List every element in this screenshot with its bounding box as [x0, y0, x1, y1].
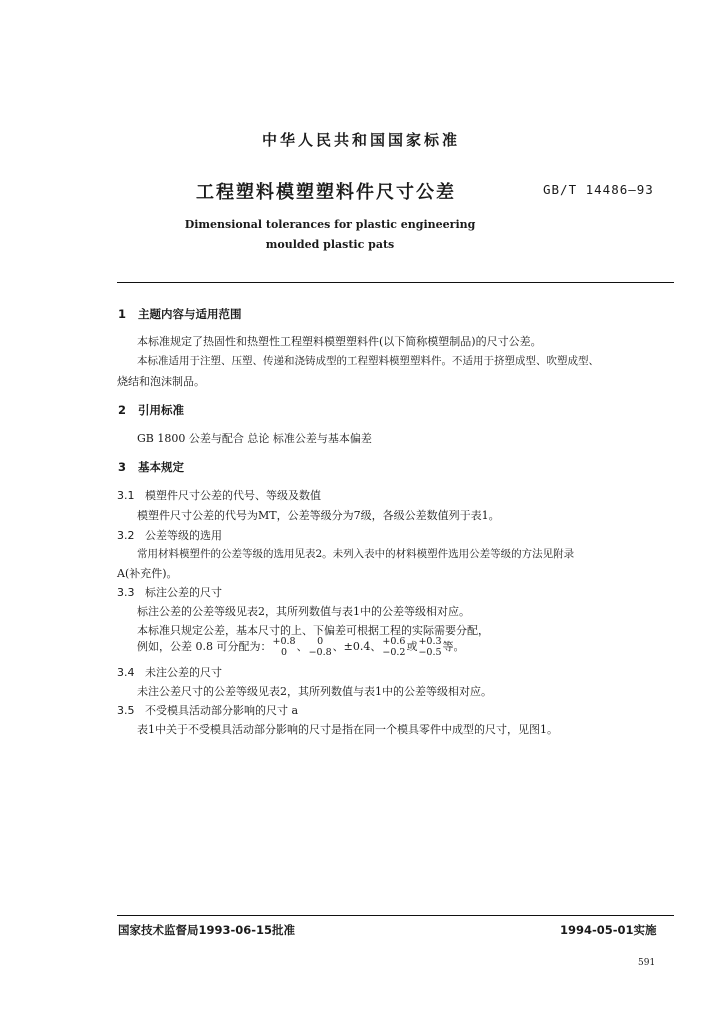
section-number: 3 — [118, 460, 127, 474]
subsection-3-1-heading — [117, 487, 321, 503]
subsection-title: 标注公差的尺寸 — [145, 586, 222, 599]
national-standard-heading: 中华人民共和国国家标准 — [261, 131, 460, 149]
english-title-line2: moulded plastic pats — [265, 238, 395, 251]
upper-deviation: 0 — [317, 636, 324, 647]
effective-date: 1994-05-01实施 — [560, 923, 657, 937]
subsection-title: 不受模具活动部分影响的尺寸 a — [145, 704, 299, 717]
subsection-3-3-heading — [117, 584, 222, 600]
subsection-number: 3.5 — [117, 704, 135, 717]
upper-deviation: +0.6 — [382, 636, 406, 647]
subsection-number: 3.4 — [117, 666, 135, 679]
deviation-fraction — [418, 636, 441, 658]
approval-note: 国家技术监督局1993-06-15批准 — [118, 923, 296, 937]
lower-deviation: 0 — [281, 647, 288, 658]
subsection-number: 3.1 — [117, 489, 135, 502]
page-number: 591 — [638, 958, 656, 968]
english-title-line1: Dimensional tolerances for plastic engineering — [184, 218, 476, 231]
upper-deviation: +0.3 — [418, 636, 442, 647]
section-number: 2 — [118, 403, 127, 417]
paragraph: 模塑件尺寸公差的代号为MT，公差等级分为7级，各级公差数值列于表1。 — [137, 509, 500, 522]
upper-deviation: +0.8 — [272, 636, 296, 647]
paragraph-continuation: A(补充件)。 — [117, 567, 178, 580]
referenced-standard: GB 1800 公差与配合 总论 标准公差与基本偏差 — [137, 432, 372, 445]
section-2-heading — [118, 402, 184, 418]
header-divider — [117, 282, 674, 283]
tolerance-allocation-example: 例如，公差 0.8 可分配为： +0.8 0 、 0 −0.8 、±0.4、 +0.6 −0.2 或 +0.3 −0.5 等。 — [137, 636, 465, 658]
paragraph: 本标准适用于注塑、压塑、传递和浇铸成型的工程塑料模塑塑料件。不适用于挤塑成型、吹塑成型、 — [137, 355, 599, 367]
paragraph: 表1中关于不受模具活动部分影响的尺寸是指在同一个模具零件中成型的尺寸，见图1。 — [137, 723, 558, 736]
subsection-3-5-heading — [117, 702, 298, 718]
paragraph: 未注公差尺寸的公差等级见表2，其所列数值与表1中的公差等级相对应。 — [137, 685, 492, 698]
subsection-title: 模塑件尺寸公差的代号、等级及数值 — [145, 489, 321, 502]
deviation-fraction — [382, 636, 405, 658]
lower-deviation: −0.2 — [382, 647, 406, 658]
subsection-title: 未注公差的尺寸 — [145, 666, 222, 679]
footer-divider — [117, 915, 674, 916]
deviation-fraction — [273, 636, 296, 658]
standard-title: 工程塑料模塑塑料件尺寸公差 — [196, 182, 456, 203]
standard-code: GB/T 14486—93 — [543, 182, 654, 197]
paragraph: 标注公差的公差等级见表2，其所列数值与表1中的公差等级相对应。 — [137, 605, 470, 618]
example-prefix: 例如，公差 0.8 可分配为： — [137, 640, 272, 653]
paragraph: 本标准规定了热固性和热塑性工程塑料模塑塑料件(以下简称模塑制品)的尺寸公差。 — [137, 335, 542, 348]
subsection-number: 3.3 — [117, 586, 135, 599]
paragraph: 本标准只规定公差，基本尺寸的上、下偏差可根据工程的实际需要分配， — [137, 624, 489, 637]
section-title: 基本规定 — [138, 460, 184, 474]
section-3-heading — [118, 459, 184, 475]
or-conjunction: 或 — [406, 640, 418, 653]
section-title: 主题内容与适用范围 — [138, 307, 242, 321]
subsection-title: 公差等级的选用 — [145, 529, 222, 542]
symmetric-deviation: 、±0.4、 — [332, 640, 382, 653]
subsection-3-4-heading — [117, 664, 222, 680]
lower-deviation: −0.8 — [308, 647, 332, 658]
paragraph-continuation: 烧结和泡沫制品。 — [117, 375, 205, 388]
subsection-3-2-heading — [117, 527, 222, 543]
section-number: 1 — [118, 307, 127, 321]
section-1-heading — [118, 306, 242, 322]
paragraph: 常用材料模塑件的公差等级的选用见表2。未列入表中的材料模塑件选用公差等级的方法见附录 — [137, 548, 575, 560]
lower-deviation: −0.5 — [418, 647, 442, 658]
subsection-number: 3.2 — [117, 529, 135, 542]
section-title: 引用标准 — [138, 403, 184, 417]
example-suffix: 等。 — [442, 640, 465, 653]
deviation-fraction — [309, 636, 332, 658]
